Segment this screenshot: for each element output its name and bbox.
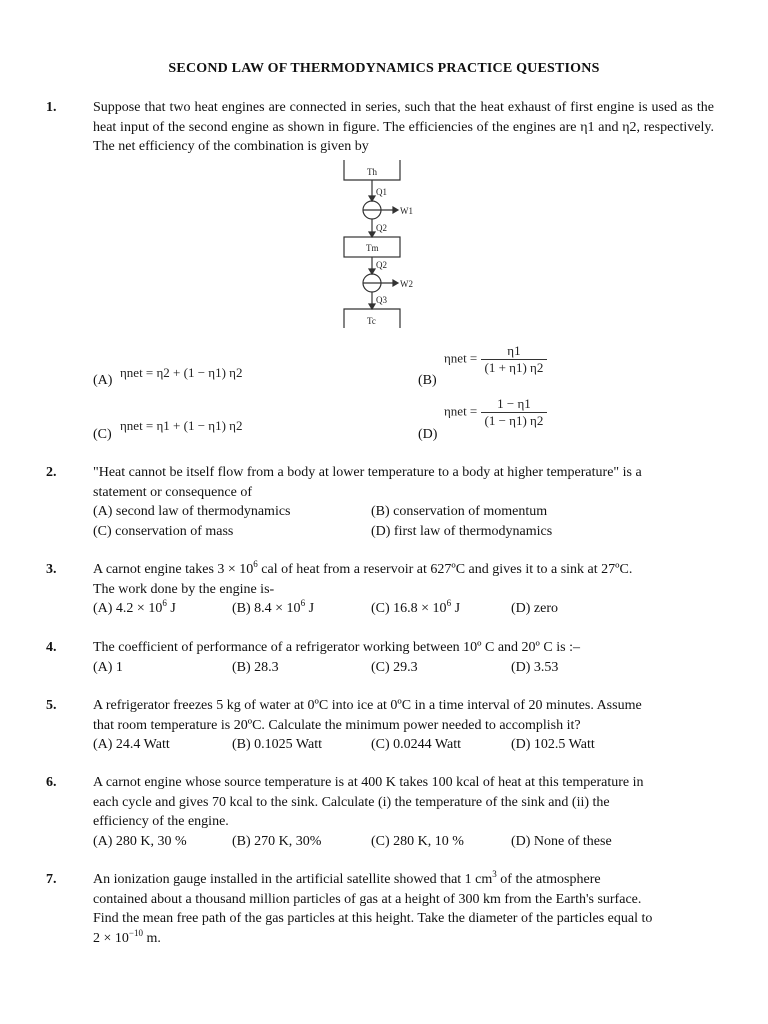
option-d-lhs: ηnet = [444, 403, 478, 419]
heat-engine-series-diagram [330, 160, 430, 330]
option-c-formula: ηnet = η1 + (1 − η1) η2 [120, 418, 243, 433]
option-b-fraction [481, 343, 548, 376]
question-line: A carnot engine takes $3 \times 10^6$ cal of heat from a reservoir at 627ºC and gives it to a sink at 27ºC. [93, 559, 633, 577]
options-row [93, 658, 714, 678]
option-a-formula: ηnet = η2 + (1 − η1) η2 [120, 365, 243, 380]
options-row [93, 832, 714, 852]
option-c: (C) conservation of mass [93, 523, 234, 539]
question-body [93, 870, 714, 948]
question-line: The work done by the engine is- [93, 581, 275, 597]
question-body [93, 560, 714, 619]
question-line: An ionization gauge installed in the artificial satellite showed that 1 $cm^3$ of the atmosphere [93, 869, 601, 887]
option-d-formula [444, 396, 547, 429]
option-b-lhs: ηnet = [444, 350, 478, 366]
question-body [93, 463, 714, 541]
option-d: (D) 3.53 [511, 659, 559, 675]
question-number: 1. [46, 100, 57, 115]
question-line: A refrigerator freezes 5 kg of water at 0ºC into ice at 0ºC in a time interval of 20 minutes. Assume [93, 698, 642, 713]
option-d-fraction [481, 396, 548, 429]
question-line: efficiency of the engine. [93, 814, 229, 829]
question-body [93, 696, 714, 755]
question-number: 4. [46, 640, 57, 655]
question-line: statement or consequence of [93, 484, 252, 500]
question-body [93, 638, 714, 677]
option-a: (A) $4.2 \times 10^6$ J [93, 598, 176, 616]
label-tc: Tc [367, 316, 376, 326]
question-line: contained about a thousand million particles of gas at a height of 300 km from the Earth's surface. [93, 891, 642, 907]
label-w1: W1 [400, 206, 413, 216]
option-c: (C) 280 K, 10 % [371, 833, 464, 849]
options-row [93, 599, 714, 619]
label-q3: Q3 [376, 295, 387, 305]
option-b-denominator: (1 + η1) η2 [484, 360, 544, 375]
question-body [93, 773, 714, 851]
question-text: Suppose that two heat engines are connected in series, such that the heat exhaust of first engine is used as the heat input of the second engine as shown in figure. The efficiencies of the engines are η1 and η2, respectively. The net efficiency of the combination is given by [93, 100, 714, 154]
question-line: A carnot engine whose source temperature is at 400 K takes 100 kcal of heat at this temperature in [93, 775, 644, 790]
option-a: (A) second law of thermodynamics [93, 504, 291, 519]
option-b-numerator: η1 [481, 343, 548, 360]
question-line: Find the mean free path of the gas particles at this height. Take the diameter of the particles equal to [93, 911, 653, 926]
question-line: each cycle and gives 70 kcal to the sink. Calculate (i) the temperature of the sink and (ii) the [93, 794, 610, 810]
question-number: 3. [46, 562, 57, 577]
option-b: (B) $8.4 \times 10^6$ J [232, 598, 315, 616]
page-title: SECOND LAW OF THERMODYNAMICS PRACTICE QUESTIONS [168, 61, 600, 76]
option-b: (B) 0.1025 Watt [232, 737, 322, 752]
option-d: (D) first law of thermodynamics [371, 523, 553, 539]
label-q2-top: Q2 [376, 223, 387, 233]
option-b: (B) 28.3 [232, 659, 279, 675]
question-line: $2 \times 10^{-10}$ m. [93, 927, 161, 946]
options-row [93, 735, 714, 755]
question-line: "Heat cannot be itself flow from a body at lower temperature to a body at higher temperature" is a [93, 465, 642, 480]
option-a-label: (A) [93, 373, 113, 388]
question-number: 5. [46, 698, 57, 713]
option-d-label: (D) [418, 427, 438, 442]
label-q1: Q1 [376, 187, 387, 197]
label-q2-bottom: Q2 [376, 260, 387, 270]
option-d-denominator: (1 − η1) η2 [484, 413, 544, 428]
option-d: (D) 102.5 Watt [511, 737, 595, 752]
option-c: (C) 29.3 [371, 659, 418, 675]
option-a: (A) 24.4 Watt [93, 737, 170, 752]
option-b: (B) 270 K, 30% [232, 833, 322, 849]
label-th: Th [367, 167, 377, 177]
options-row [93, 502, 714, 522]
option-d-numerator: 1 − η1 [481, 396, 548, 413]
option-d: (D) zero [511, 601, 559, 616]
question-number: 7. [46, 872, 57, 887]
options-row [93, 522, 714, 542]
question-number: 6. [46, 775, 57, 790]
question-line: that room temperature is 20ºC. Calculate the minimum power needed to accomplish it? [93, 717, 581, 733]
option-d: (D) None of these [511, 833, 612, 849]
option-c: (C) $16.8 \times 10^6$ J [371, 598, 461, 616]
option-a: (A) 1 [93, 659, 123, 675]
option-b: (B) conservation of momentum [371, 504, 548, 519]
question-line: The coefficient of performance of a refrigerator working between 10º C and 20º C is :– [93, 640, 580, 655]
option-b-label: (B) [418, 373, 437, 388]
option-c-label: (C) [93, 427, 112, 442]
option-c: (C) 0.0244 Watt [371, 737, 461, 752]
option-b-formula [444, 343, 547, 376]
option-a: (A) 280 K, 30 % [93, 833, 187, 849]
label-w2: W2 [400, 279, 413, 289]
label-tm: Tm [366, 243, 379, 253]
question-number: 2. [46, 465, 57, 480]
